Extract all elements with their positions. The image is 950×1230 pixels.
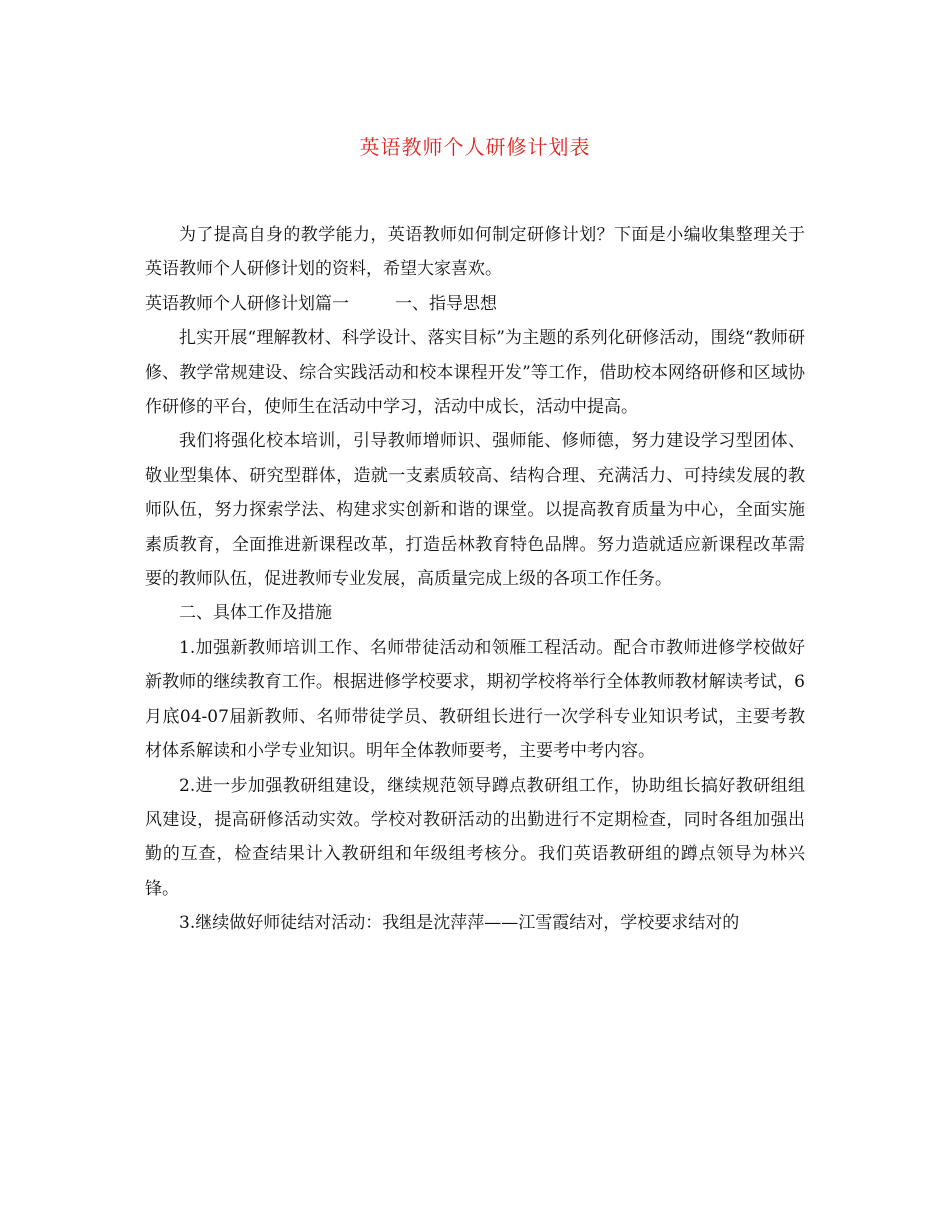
- paragraph-measure-2: 2.进一步加强教研组建设，继续规范领导蹲点教研组工作，协助组长搞好教研组组风建设，提高研修活动实效。学校对教研活动的出勤进行不定期检查，同时各组加强出勤的互查，检查结果计入教研组和年级组考核分。我们英语教研组的蹲点领导为林兴锋。: [145, 775, 805, 899]
- section-heading: 一、指导思想: [395, 293, 497, 314]
- document-body: [145, 218, 805, 941]
- document-title: 英语教师个人研修计划表: [359, 135, 591, 159]
- paragraph-measure-3: 3.继续做好师徒结对活动：我组是沈萍萍——江雪霞结对，学校要求结对的: [179, 913, 740, 934]
- paragraph-measure-1: 1.加强新教师培训工作、名师带徒活动和领雁工程活动。配合市教师进修学校做好新教师的继续教育工作。根据进修学校要求，期初学校将举行全体教师教材解读考试，6月底04-07届新教师、名师带徒学员、教研组长进行一次学科专业知识考试，主要考教材体系解读和小学专业知识。明年全体教师要考，主要考中考内容。: [145, 637, 805, 762]
- section-label: 英语教师个人研修计划篇一: [145, 293, 349, 314]
- subheading-measures: 二、具体工作及措施: [179, 603, 332, 624]
- intro-paragraph: 为了提高自身的教学能力，英语教师如何制定研修计划？下面是小编收集整理关于英语教师个人研修计划的资料，希望大家喜欢。: [145, 225, 805, 280]
- paragraph-guiding-2: 我们将强化校本培训，引导教师增师识、强师能、修师德，努力建设学习型团体、敬业型集体、研究型群体，造就一支素质较高、结构合理、充满活力、可持续发展的教师队伍，努力探索学法、构建求实创新和谐的课堂。以提高教育质量为中心，全面实施素质教育，全面推进新课程改革，打造岳林教育特色品牌。努力造就适应新课程改革需要的教师队伍，促进教师专业发展，高质量完成上级的各项工作任务。: [145, 431, 805, 590]
- paragraph-guiding-1: 扎实开展“理解教材、科学设计、落实目标”为主题的系列化研修活动，围绕“教师研修、教学常规建设、综合实践活动和校本课程开发”等工作，借助校本网络研修和区域协作研修的平台，使师生在活动中学习，活动中成长，活动中提高。: [145, 328, 805, 418]
- section-heading-line: [145, 287, 805, 321]
